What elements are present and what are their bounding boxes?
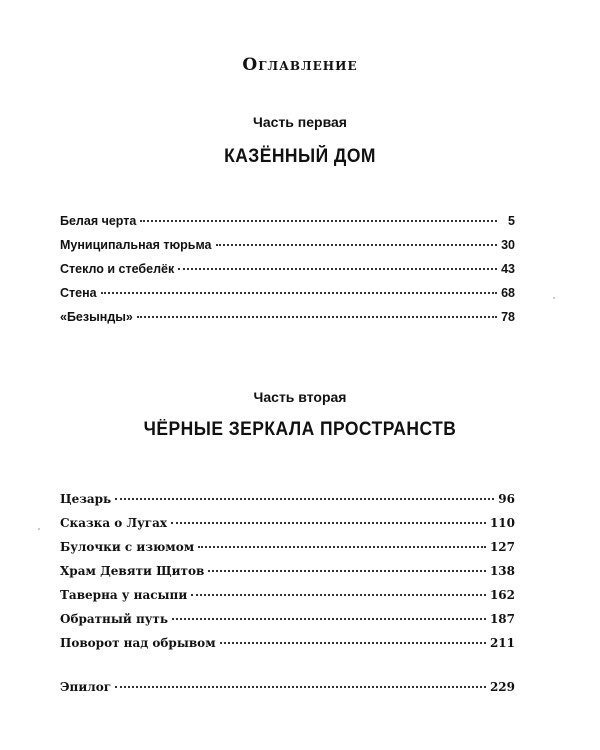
- dot-leader: [137, 315, 497, 318]
- part-1-toc-list: [60, 214, 515, 334]
- toc-entry-title: Стена: [60, 286, 97, 300]
- toc-entry[interactable]: [60, 612, 515, 636]
- toc-entry-page: 211: [489, 636, 515, 650]
- toc-entry-page: 78: [501, 310, 515, 324]
- toc-entry[interactable]: [60, 636, 515, 660]
- toc-entry-title: Белая черта: [60, 214, 137, 228]
- toc-entry-page: 162: [489, 588, 515, 602]
- toc-entry[interactable]: [60, 238, 515, 262]
- toc-entry[interactable]: [60, 516, 515, 540]
- part-1-label: Часть первая: [253, 114, 347, 130]
- dot-leader: [208, 569, 486, 572]
- toc-entry[interactable]: [60, 564, 515, 588]
- toc-entry-page: 68: [501, 286, 515, 300]
- dot-leader: [178, 267, 497, 270]
- dot-leader: [115, 685, 486, 688]
- dot-leader: [191, 593, 486, 596]
- toc-entry-page: 229: [489, 680, 515, 694]
- dot-leader: [171, 521, 486, 524]
- toc-entry[interactable]: [60, 214, 515, 238]
- toc-entry[interactable]: [60, 492, 515, 516]
- toc-entry[interactable]: [60, 262, 515, 286]
- toc-entry-page: 30: [501, 238, 515, 252]
- paper-speck: [553, 297, 555, 299]
- dot-leader: [172, 617, 486, 620]
- toc-entry-title: «Безынды»: [60, 310, 133, 324]
- toc-entry[interactable]: [60, 588, 515, 612]
- dot-leader: [115, 497, 494, 500]
- dot-leader: [216, 243, 497, 246]
- toc-entry-title: Стекло и стебелёк: [60, 262, 175, 276]
- toc-entry[interactable]: [60, 310, 515, 334]
- paper-speck: [38, 528, 40, 530]
- epilogue-toc-list: [60, 680, 515, 704]
- toc-heading: Оглавление: [242, 55, 358, 75]
- part-2-toc-list: [60, 492, 515, 660]
- part-2-label: Часть вторая: [253, 389, 347, 405]
- toc-entry-title: Поворот над обрывом: [60, 636, 216, 650]
- toc-entry-page: 5: [508, 214, 515, 228]
- dot-leader: [101, 291, 497, 294]
- toc-entry-title: Цезарь: [60, 492, 112, 506]
- toc-entry[interactable]: [60, 286, 515, 310]
- toc-entry-page: 187: [489, 612, 515, 626]
- toc-entry-title: Булочки с изюмом: [60, 540, 195, 554]
- toc-entry-page: 43: [501, 262, 515, 276]
- toc-entry-page: 110: [489, 516, 515, 530]
- toc-entry-title: Сказка о Лугах: [60, 516, 168, 530]
- toc-entry-title: Муниципальная тюрьма: [60, 238, 212, 252]
- part-1-title: КАЗЁННЫЙ ДОМ: [224, 146, 376, 167]
- toc-entry-page: 127: [489, 540, 515, 554]
- dot-leader: [140, 219, 497, 222]
- toc-entry-page: 138: [489, 564, 515, 578]
- toc-entry[interactable]: [60, 540, 515, 564]
- dot-leader: [220, 641, 486, 644]
- part-2-title: ЧЁРНЫЕ ЗЕРКАЛА ПРОСТРАНСТВ: [143, 419, 457, 440]
- dot-leader: [198, 545, 486, 548]
- toc-entry-title: Таверна у насыпи: [60, 588, 188, 602]
- toc-entry-epilogue[interactable]: [60, 680, 515, 704]
- toc-entry-title: Обратный путь: [60, 612, 168, 626]
- toc-entry-title: Храм Девяти Щитов: [60, 564, 205, 578]
- toc-entry-title: Эпилог: [60, 680, 112, 694]
- toc-entry-page: 96: [498, 492, 515, 506]
